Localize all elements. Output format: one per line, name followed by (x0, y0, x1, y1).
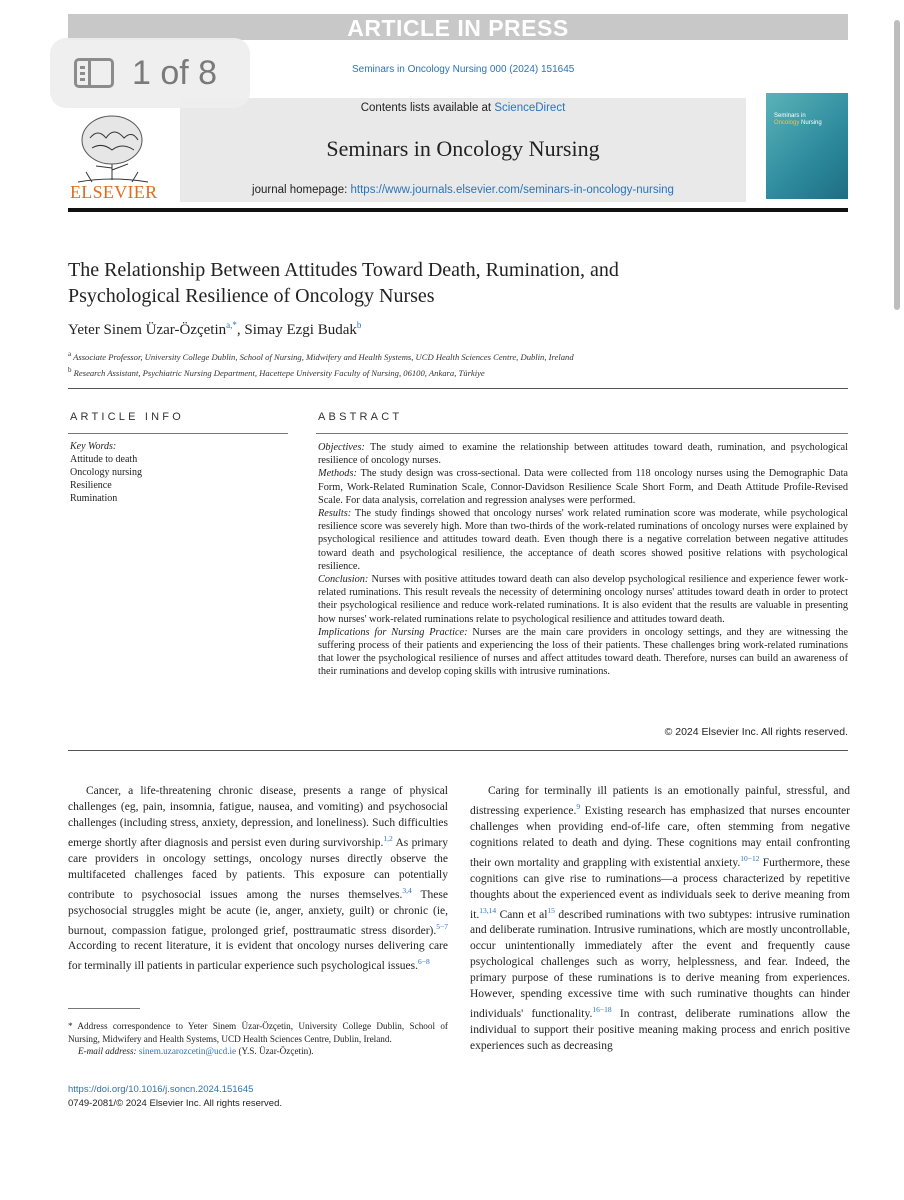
citation-link[interactable]: 10−12 (740, 853, 760, 863)
elsevier-logo-text: ELSEVIER (70, 182, 158, 202)
author-name[interactable]: Yeter Sinem Üzar-Özçetin (68, 322, 227, 338)
keyword: Attitude to death (70, 454, 138, 465)
scrollbar-thumb[interactable] (894, 20, 900, 310)
copyright-notice: © 2024 Elsevier Inc. All rights reserved. (664, 726, 848, 738)
divider (316, 433, 848, 434)
abstract-implications: Implications for Nursing Practice: Nurses are the main care providers in oncology settings, and they are witnessing the suffering process of their patients and experiencing the loss of their patients. These challenges bring work-related ruminations that lower the psychological resilience of nurses and affect attitudes toward death. Therefore, nurses can build an awareness of their ruminations and develop coping skills with intrusive ruminations. (318, 626, 848, 678)
keywords-label: Key Words: (70, 441, 117, 452)
header-rule (68, 208, 848, 212)
article-in-press-banner: ARTICLE IN PRESS (68, 14, 848, 40)
footnote-rule (68, 1008, 140, 1009)
journal-homepage-line: journal homepage: https://www.journals.elsevier.com/seminars-in-oncology-nursing (252, 184, 674, 196)
citation-link[interactable]: 9 (576, 802, 581, 811)
abstract-objectives: Objectives: The study aimed to examine the relationship between attitudes toward death, rumination, and psychological resilience of oncology nurses. (318, 442, 848, 467)
citation-link[interactable]: 13,14 (479, 905, 497, 915)
journal-homepage-link[interactable]: https://www.journals.elsevier.com/seminars-in-oncology-nursing (350, 184, 674, 196)
keyword: Resilience (70, 480, 112, 491)
body-column-left (68, 783, 448, 974)
divider (68, 433, 288, 434)
keyword: Rumination (70, 493, 118, 504)
citation-link[interactable]: 3,4 (402, 885, 412, 895)
issn-line: 0749-2081/© 2024 Elsevier Inc. All rights reserved. (68, 1098, 283, 1109)
journal-cover-thumbnail (766, 93, 848, 199)
citation-link[interactable]: 1,2 (383, 834, 393, 843)
journal-masthead (180, 98, 746, 202)
article-info-heading: ARTICLE INFO (70, 411, 184, 423)
correspondence-footnote (68, 1020, 448, 1058)
contents-line: Contents lists available at ScienceDirect (360, 102, 566, 114)
abstract-body (318, 441, 848, 679)
abstract-methods: Methods: The study design was cross-sectional. Data were collected from 118 oncology nurses using the Demographic Data Form, Work-Related Rumination Scale, Connor-Davidson Resilience Scale Short Form, and Death Attitude Profile-Revised Scale. For data analysis, correlation and regression analyses were performed. (318, 468, 849, 506)
journal-title: Seminars in Oncology Nursing (326, 136, 600, 161)
journal-reference[interactable]: Seminars in Oncology Nursing 000 (2024) 151645 (352, 64, 575, 75)
citation-link[interactable]: 5−7 (436, 921, 448, 931)
citation-link[interactable]: 16−18 (592, 1005, 612, 1015)
affiliation-b: $^b$ Research Assistant, Psychiatric Nursing Department, Hacettepe University Faculty of Nursing, 06100, Ankara, Türkiye (68, 365, 485, 378)
body-column-right (470, 783, 850, 1054)
divider (68, 750, 848, 751)
cover-title: Seminars in Oncology Nursing (774, 113, 822, 126)
sciencedirect-link[interactable]: ScienceDirect (494, 102, 566, 114)
body-paragraph: Caring for terminally ill patients is an emotionally painful, stressful, and distressing experience.$^9$ Existing research has emphasized that nurses encounter challenges when providing end-of-life care, often stemming from negative cognitions related to death and dying. These cognitions may entail confronting their own mortality and grappling with existential anxiety.$^{10-12}$ Furthermore, these cognitions can give rise to ruminations—a process characterized by repetitive thoughts about the experienced event as individuals seek to derive meaning from it.$^{13,14}$ Cann et $al^{15}$ described ruminations with two subtypes: intrusive rumination and deliberate rumination. Intrusive ruminations, which are mostly uncontrollable, occur unintentionally immediately after the event and frequently cause psychological challenges such as worry, helplessness, and fear. Indeed, the primary purpose of these ruminations is to derive meaning from experiences. However, spending excessive time with such ruminative thoughts can hinder individuals' functionality.$^{16-18}$ In contrast, deliberate ruminations allow the individual to support their positive meaning making process and enrich positive experiences such as decreasing (470, 785, 850, 1053)
affiliations (68, 348, 574, 380)
citation-link[interactable]: 6−8 (418, 957, 430, 967)
sidebar-toggle-icon[interactable] (74, 58, 114, 88)
affiliation-a: $^a$ Associate Professor, University College Dublin, School of Nursing, Midwifery and Health Systems, UCD Health Sciences Centre, Dublin, Ireland (68, 350, 574, 362)
keywords-block (70, 440, 142, 505)
footnote-address: * Address correspondence to Yeter Sinem Üzar-Özçetin, University College Dublin, School of Nursing, Midwifery and Health Systems, UCD Health Sciences Centre, Dublin, Ireland. (68, 1021, 448, 1044)
page-counter[interactable] (50, 38, 250, 108)
email-link[interactable]: sinem.uzarozcetin@ucd.ie (138, 1046, 237, 1057)
citation-link[interactable]: 15 (547, 905, 555, 915)
author-list: Yeter Sinem Üzar-Özçetin$^{a,*}$, Simay Ezgi Budak$^b$ (68, 320, 362, 338)
abstract-conclusion: Conclusion: Nurses with positive attitudes toward death can also develop psychological resilience and experience fewer work-related ruminations. This result reveals the necessity of determining oncology nurses' attitudes toward death in order to protect their psychological resilience and reduce work-related ruminations. It is also evident that the results are valuable in presenting how nurses' work-related ruminations relate to psychological resilience and attitudes toward death. (318, 574, 848, 625)
footnote-email: E-mail address: sinem.uzarozcetin@ucd.ie (Y.S. Üzar-Özçetin). (78, 1046, 314, 1057)
author-name[interactable]: Simay Ezgi Budak (244, 322, 357, 338)
divider (68, 388, 848, 389)
abstract-heading: ABSTRACT (318, 411, 403, 423)
abstract-results: Results: The study findings showed that oncology nurses' work related rumination score was moderate, while psychological resilience score was severely high. More than two-thirds of the work-related ruminations of oncology nurses were explained by psychological resilience and attitudes toward death. Even though there is a negative correlation between negative attitudes toward death and psychological resilience, the acceptance of death scores showed positive relations with psychological resilience. (318, 508, 848, 572)
keyword: Oncology nursing (70, 467, 142, 478)
page-counter-label: 1 of 8 (132, 53, 218, 92)
doi-link[interactable]: https://doi.org/10.1016/j.soncn.2024.151645 (68, 1084, 254, 1095)
body-paragraph: Cancer, a life-threatening chronic disease, presents a range of physical challenges (eg, pain, insomnia, fatigue, nausea, and vomiting) and psychosocial challenges (including stress, anxiety, depression, and loneliness). Such difficulties emerge shortly after diagnosis and persist even during survivorship.$^{1,2}$ As primary care providers in oncology settings, oncology nurses directly observe the multifaceted challenges faced by patients. This exposure can potentially contribute to psychosocial issues among the nurses themselves.$^{3,4}$ These psychosocial struggles might be acute (ie, anger, anxiety, guilt) or chronic (ie, burnout, compassion fatigue, prolonged grief, posttraumatic stress disorder).$^{5-7}$ According to recent literature, it is evident that oncology nurses delivering care for terminally ill patients in particular experience such psychological issues.$^{6-8}$ (68, 785, 448, 973)
article-title: The Relationship Between Attitudes Toward Death, Rumination, and Psychological Resilience of Oncology Nurses (68, 259, 619, 307)
